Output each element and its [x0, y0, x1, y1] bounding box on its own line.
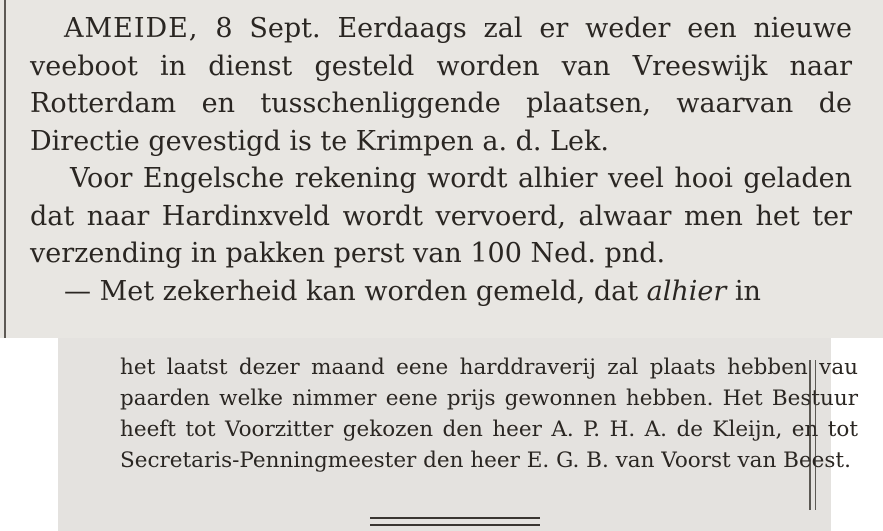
paragraph-ameide-text: Eerdaags zal er weder een nieuwe veeboot in dienst gesteld worden van Vreeswijk naar Rotterdam en tusschenliggende plaatsen, waarvan de Directie gevestigd is te Krimpen a. d. Lek. [30, 13, 852, 157]
paragraph-hooi-text: Voor Engelsche rekening wordt alhier veel hooi geladen dat naar Hardinxveld wordt vervoerd, alwaar men het ter verzending in pakken perst van 100 Ned. pnd. [30, 163, 852, 269]
item-italic-word: alhier [646, 275, 727, 307]
newspaper-clipping-bottom [58, 338, 858, 531]
dateline-place: AMEIDE, [64, 13, 199, 44]
article-body-bottom [120, 352, 858, 476]
item-text-before: Met zekerheid kan worden gemeld, dat [99, 275, 639, 307]
item-text-after: in [734, 275, 761, 307]
dateline-date: 8 Sept. [215, 13, 321, 44]
paragraph-hooi [30, 160, 852, 273]
article-body-top [30, 10, 852, 310]
column-rule-right [809, 360, 816, 510]
column-rule-left [4, 0, 6, 338]
paragraph-ameide [30, 10, 852, 160]
item-dash: — [64, 275, 91, 307]
double-rule-divider [370, 517, 540, 526]
paragraph-harddraverij-start [30, 273, 852, 311]
paragraph-harddraverij-continued: het laatst dezer maand eene harddraverij zal plaats hebben vau paarden welke nimmer eene prijs gewonnen hebben. Het Bestuur heeft tot Voorzitter gekozen den heer A. P. H. A. de Kleijn, en tot Secretaris-Penningmeester den heer E. G. B. van Voorst van Beest. [120, 355, 858, 473]
